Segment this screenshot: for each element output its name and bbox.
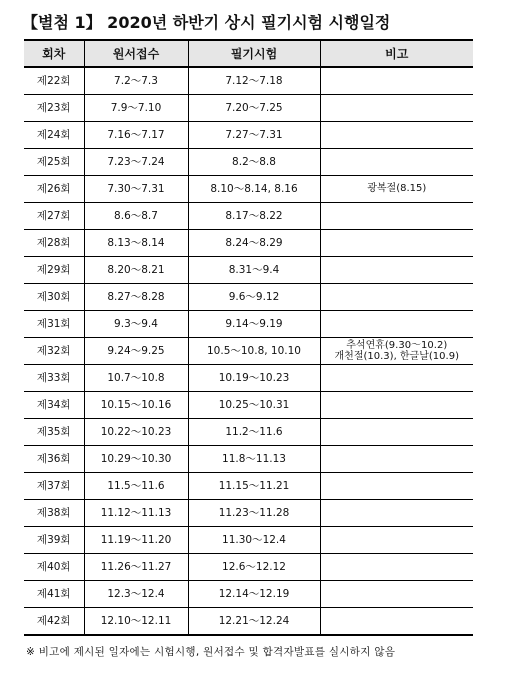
application-cell: 8.13～8.14	[84, 230, 188, 257]
note-cell	[320, 392, 473, 419]
note-cell	[320, 203, 473, 230]
table-row	[24, 365, 473, 392]
exam-cell: 10.19～10.23	[188, 365, 320, 392]
note-cell	[320, 149, 473, 176]
exam-cell: 7.20～7.25	[188, 95, 320, 122]
header-application: 원서접수	[84, 40, 188, 67]
exam-cell: 12.6～12.12	[188, 554, 320, 581]
exam-cell: 10.5～10.8, 10.10	[188, 338, 320, 365]
note-line-2: 개천절(10.3), 한글날(10.9)	[334, 351, 459, 362]
application-cell: 8.6～8.7	[84, 203, 188, 230]
table-row	[24, 608, 473, 636]
document-title: 【별첨 1】 2020년 하반기 상시 필기시험 시행일정	[22, 13, 391, 32]
application-cell: 7.23～7.24	[84, 149, 188, 176]
round-cell: 제35회	[24, 419, 84, 446]
application-cell: 8.20～8.21	[84, 257, 188, 284]
exam-cell: 7.27～7.31	[188, 122, 320, 149]
table-row	[24, 284, 473, 311]
exam-cell: 11.2～11.6	[188, 419, 320, 446]
round-cell: 제26회	[24, 176, 84, 203]
table-row	[24, 392, 473, 419]
table-row	[24, 338, 473, 365]
application-cell: 9.24～9.25	[84, 338, 188, 365]
note-cell	[320, 338, 473, 365]
exam-cell: 8.2～8.8	[188, 149, 320, 176]
header-note: 비고	[320, 40, 473, 67]
note-cell	[320, 257, 473, 284]
exam-cell: 11.15～11.21	[188, 473, 320, 500]
table-row	[24, 581, 473, 608]
round-cell: 제32회	[24, 338, 84, 365]
application-cell: 7.30～7.31	[84, 176, 188, 203]
header-exam: 필기시험	[188, 40, 320, 67]
application-cell: 7.9～7.10	[84, 95, 188, 122]
round-cell: 제30회	[24, 284, 84, 311]
exam-cell: 9.14～9.19	[188, 311, 320, 338]
round-cell: 제42회	[24, 608, 84, 636]
note-cell	[320, 554, 473, 581]
round-cell: 제28회	[24, 230, 84, 257]
note-cell: 광복절(8.15)	[320, 176, 473, 203]
application-cell: 10.15～10.16	[84, 392, 188, 419]
note-cell	[320, 446, 473, 473]
round-cell: 제37회	[24, 473, 84, 500]
exam-cell: 8.31～9.4	[188, 257, 320, 284]
round-cell: 제41회	[24, 581, 84, 608]
table-row	[24, 419, 473, 446]
round-cell: 제29회	[24, 257, 84, 284]
note-cell	[320, 95, 473, 122]
note-cell	[320, 122, 473, 149]
exam-cell: 11.8～11.13	[188, 446, 320, 473]
exam-cell: 8.17～8.22	[188, 203, 320, 230]
table-row	[24, 176, 473, 203]
round-cell: 제31회	[24, 311, 84, 338]
table-row	[24, 230, 473, 257]
table-header-row	[24, 40, 473, 67]
note-line-1: 추석연휴(9.30～10.2)	[346, 340, 448, 351]
application-cell: 11.26～11.27	[84, 554, 188, 581]
table-row	[24, 149, 473, 176]
header-round: 회차	[24, 40, 84, 67]
table-row	[24, 311, 473, 338]
round-cell: 제39회	[24, 527, 84, 554]
note-cell	[320, 67, 473, 95]
round-cell: 제23회	[24, 95, 84, 122]
table-row	[24, 95, 473, 122]
application-cell: 11.5～11.6	[84, 473, 188, 500]
table-row	[24, 473, 473, 500]
table-row	[24, 257, 473, 284]
application-cell: 11.12～11.13	[84, 500, 188, 527]
exam-cell: 7.12～7.18	[188, 67, 320, 95]
note-cell	[320, 284, 473, 311]
exam-cell: 12.14～12.19	[188, 581, 320, 608]
footnote: ※ 비고에 제시된 일자에는 시험시행, 원서접수 및 합격자발표를 실시하지 않음	[26, 646, 396, 658]
table-row	[24, 122, 473, 149]
round-cell: 제38회	[24, 500, 84, 527]
table-row	[24, 500, 473, 527]
round-cell: 제27회	[24, 203, 84, 230]
exam-cell: 12.21～12.24	[188, 608, 320, 636]
note-cell	[320, 473, 473, 500]
note-cell	[320, 500, 473, 527]
round-cell: 제36회	[24, 446, 84, 473]
table-row	[24, 67, 473, 95]
round-cell: 제22회	[24, 67, 84, 95]
round-cell: 제34회	[24, 392, 84, 419]
exam-cell: 10.25～10.31	[188, 392, 320, 419]
application-cell: 7.2～7.3	[84, 67, 188, 95]
note-cell	[320, 311, 473, 338]
note-cell	[320, 419, 473, 446]
round-cell: 제24회	[24, 122, 84, 149]
note-cell	[320, 365, 473, 392]
application-cell: 11.19～11.20	[84, 527, 188, 554]
application-cell: 10.29～10.30	[84, 446, 188, 473]
note-cell	[320, 581, 473, 608]
round-cell: 제33회	[24, 365, 84, 392]
exam-cell: 11.23～11.28	[188, 500, 320, 527]
application-cell: 8.27～8.28	[84, 284, 188, 311]
application-cell: 10.22～10.23	[84, 419, 188, 446]
table-row	[24, 527, 473, 554]
exam-cell: 8.24～8.29	[188, 230, 320, 257]
application-cell: 9.3～9.4	[84, 311, 188, 338]
schedule-table	[24, 39, 473, 636]
application-cell: 12.10～12.11	[84, 608, 188, 636]
round-cell: 제25회	[24, 149, 84, 176]
exam-cell: 9.6～9.12	[188, 284, 320, 311]
application-cell: 10.7～10.8	[84, 365, 188, 392]
application-cell: 12.3～12.4	[84, 581, 188, 608]
table-row	[24, 203, 473, 230]
note-cell	[320, 230, 473, 257]
round-cell: 제40회	[24, 554, 84, 581]
note-cell	[320, 608, 473, 636]
exam-cell: 8.10～8.14, 8.16	[188, 176, 320, 203]
note-cell	[320, 527, 473, 554]
table-row	[24, 554, 473, 581]
exam-cell: 11.30～12.4	[188, 527, 320, 554]
application-cell: 7.16～7.17	[84, 122, 188, 149]
table-row	[24, 446, 473, 473]
